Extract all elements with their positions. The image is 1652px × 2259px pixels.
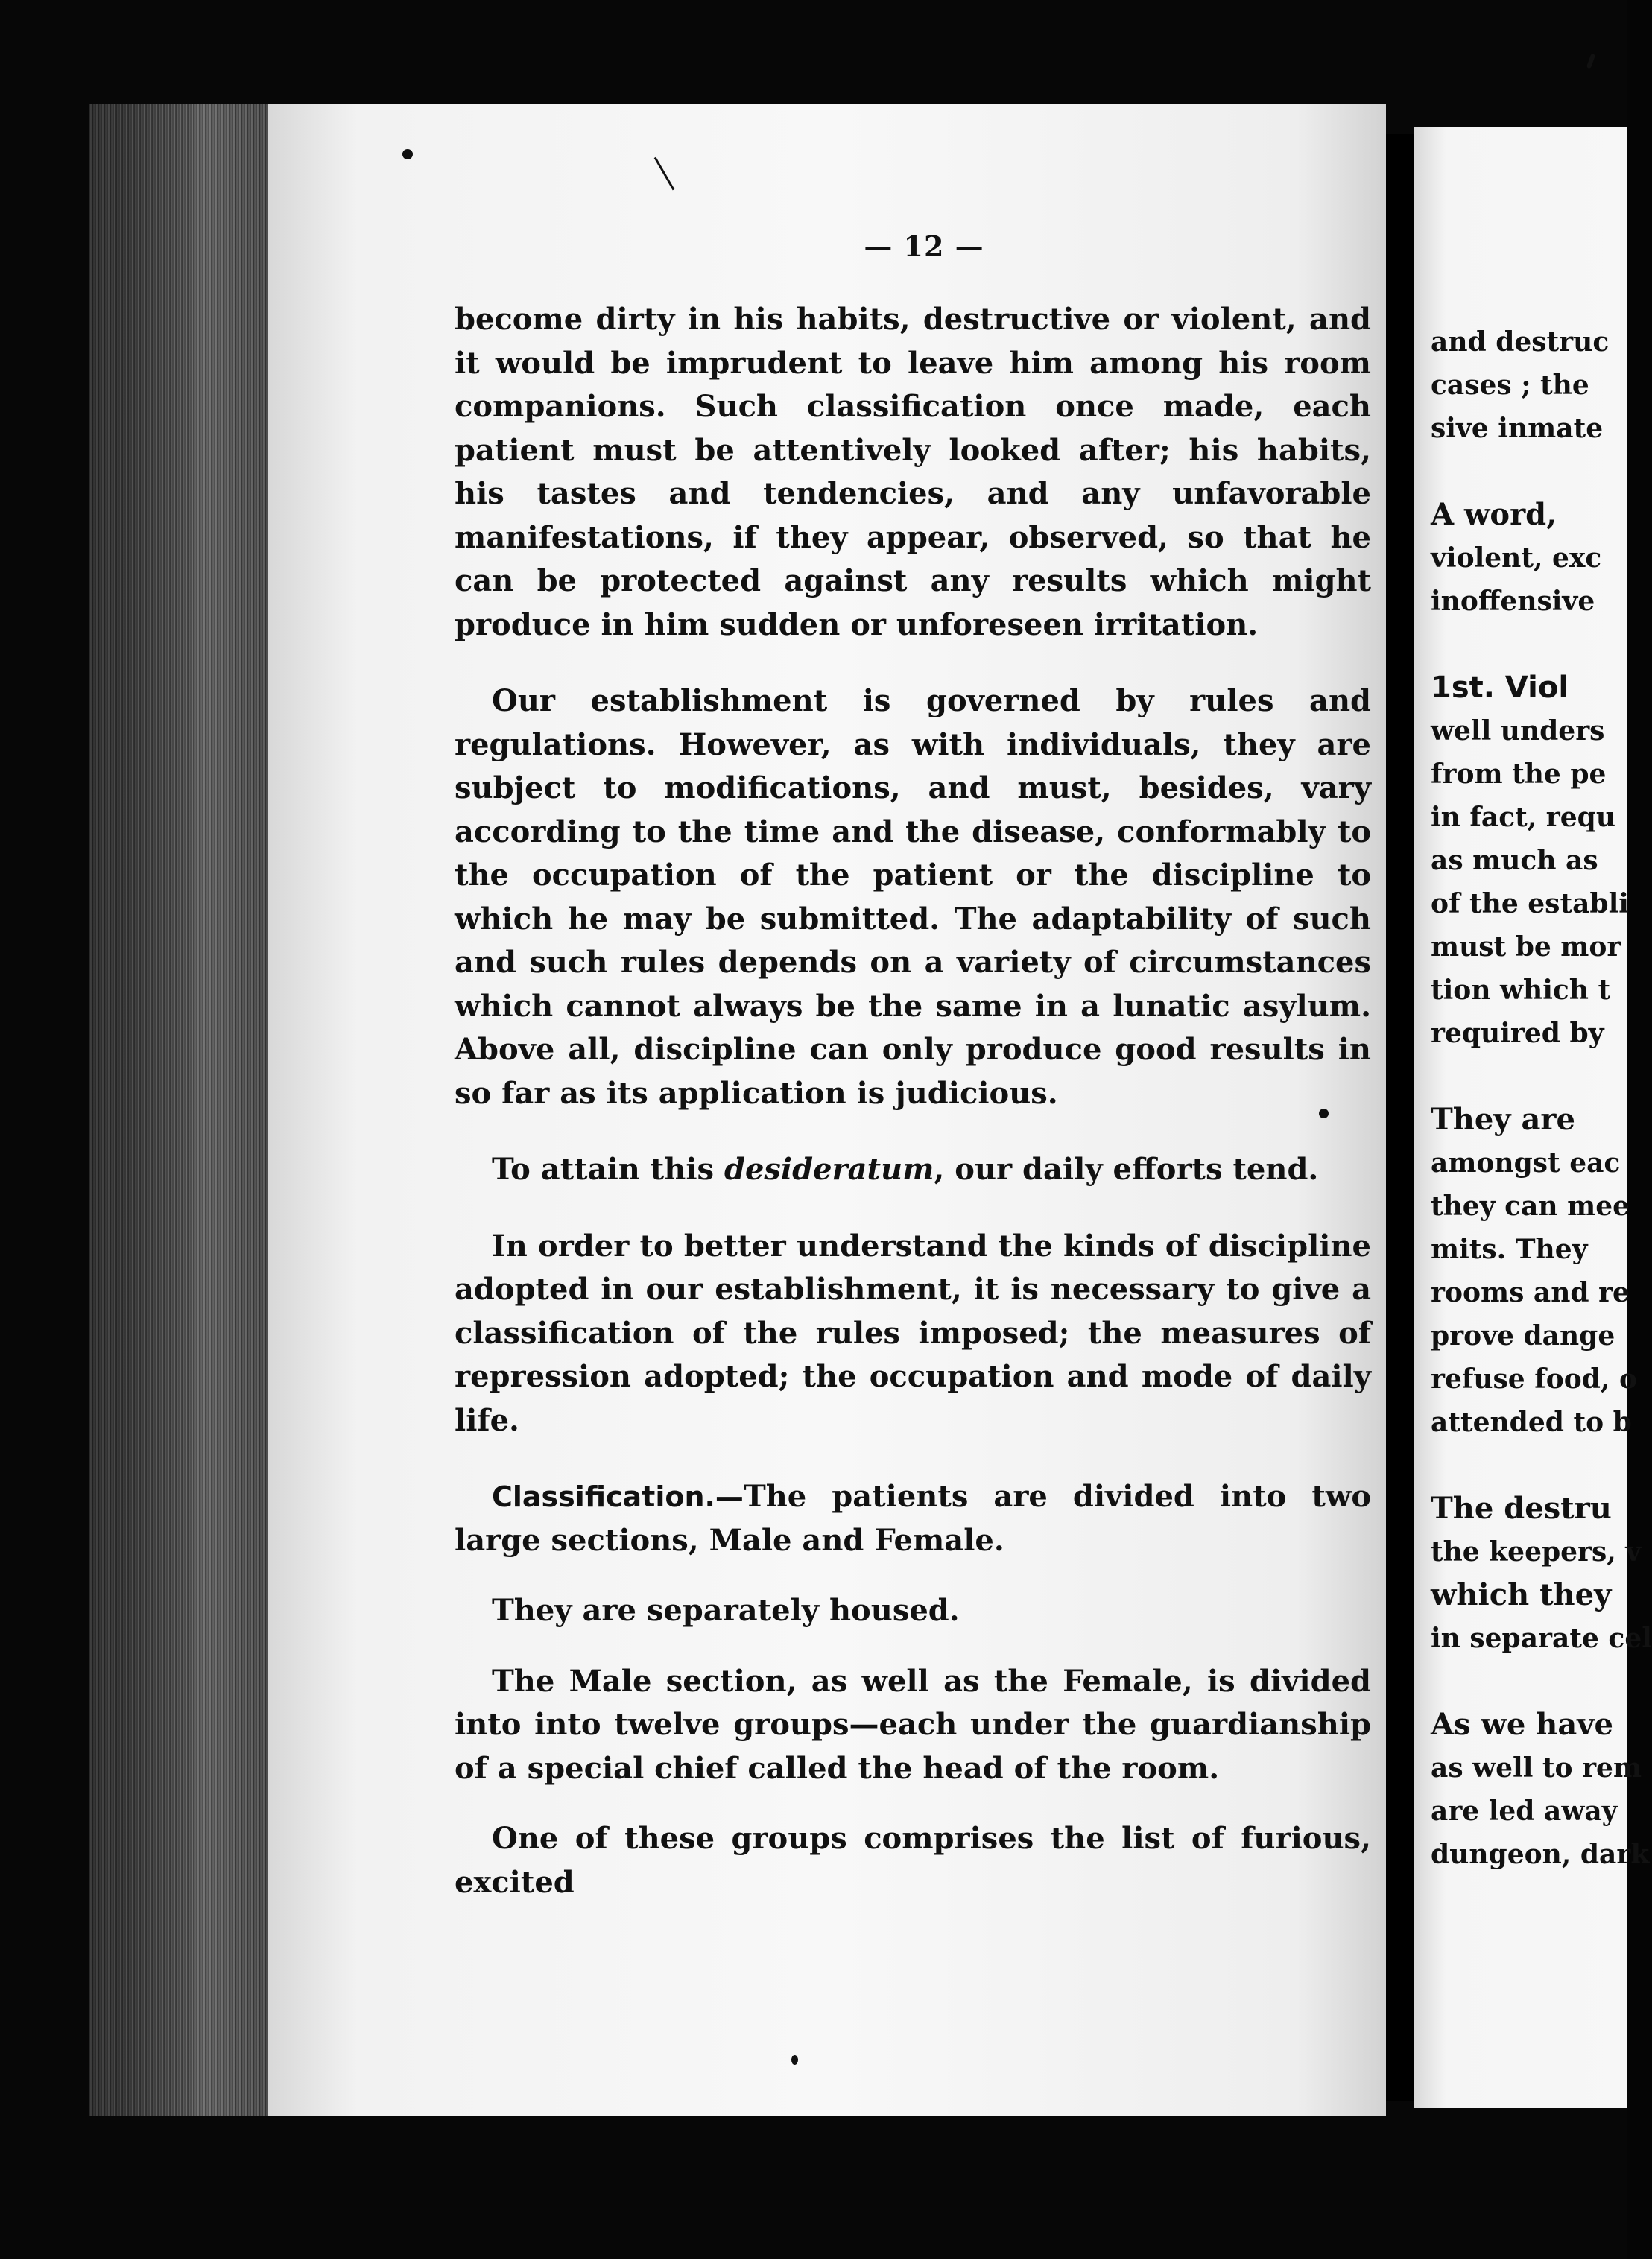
- facing-line: required by: [1431, 1018, 1604, 1049]
- paragraph: [455, 1148, 1371, 1192]
- facing-page: [1414, 127, 1652, 2108]
- facing-line: prove dange: [1431, 1320, 1615, 1352]
- facing-page-text: [1431, 320, 1652, 1876]
- paragraph: They are separately housed.: [492, 1593, 960, 1628]
- scan-speck: [402, 149, 413, 159]
- facing-line: [1431, 1055, 1639, 1098]
- facing-line: [1431, 623, 1639, 666]
- facing-line: [1431, 1444, 1639, 1487]
- facing-line: As we have: [1431, 1707, 1613, 1742]
- paragraph: The Male section, as well as the Female, is divided into into twelve groups—each under the guardianship of a special chief called the head of the room.: [455, 1663, 1371, 1786]
- paragraph: In order to better understand the kinds of discipline adopted in our establishment, it is necessary to give a classification of the rules imposed; the measures of repression adopted; the occupation and mode of daily life.: [455, 1228, 1371, 1438]
- facing-line: from the pe: [1431, 758, 1607, 790]
- facing-line: violent, exc: [1431, 542, 1602, 574]
- facing-line: of the establi: [1431, 888, 1629, 919]
- facing-line: amongst eac: [1431, 1147, 1621, 1179]
- paragraph: One of these groups comprises the list of furious, excited: [455, 1821, 1371, 1900]
- facing-line: dungeon, dark: [1431, 1839, 1650, 1870]
- paragraph-text: , our daily efforts tend.: [934, 1152, 1319, 1187]
- facing-line: [1431, 1660, 1639, 1703]
- facing-line: the keepers, v: [1431, 1536, 1642, 1568]
- page-number: — 12 —: [864, 229, 984, 263]
- facing-line: cases ; the: [1431, 370, 1589, 401]
- paragraph: Our establishment is governed by rules and regulations. However, as with individuals, they are subject to modifications, and must, besides, vary according to the time and the disease, conformably to the occupation of the patient or the discipline to which he may be submitted. The adaptability of such and such rules depends on a variety of circumstances which cannot always be the same in a lunatic asylum. Above all, discipline can only produce good results in so far as its application is judicious.: [455, 683, 1371, 1111]
- page-text: [455, 298, 1371, 1904]
- italic-term: desideratum: [724, 1152, 934, 1187]
- facing-line: mits. They: [1431, 1234, 1588, 1265]
- paragraph-text: To attain this: [492, 1152, 724, 1187]
- book-page-edges: [89, 104, 283, 2116]
- facing-line: The destru: [1431, 1491, 1612, 1526]
- facing-line: and destruc: [1431, 326, 1610, 358]
- facing-line: A word,: [1431, 497, 1557, 532]
- facing-line: as much as: [1431, 845, 1598, 876]
- facing-line: They are: [1431, 1102, 1575, 1137]
- facing-line: inoffensive: [1431, 586, 1595, 617]
- facing-line: in separate cel: [1431, 1623, 1652, 1654]
- facing-line: must be mor: [1431, 931, 1621, 963]
- facing-line: refuse food, o: [1431, 1363, 1637, 1395]
- section-heading: Classification.—: [492, 1480, 744, 1513]
- paragraph: [455, 1475, 1371, 1562]
- facing-line: rooms and re: [1431, 1277, 1630, 1308]
- facing-line: sive inmate: [1431, 413, 1604, 444]
- facing-line: attended to b: [1431, 1407, 1632, 1438]
- facing-line: as well to rem: [1431, 1752, 1642, 1784]
- scan-speck: [1319, 1109, 1329, 1118]
- scan-speck: [791, 2055, 798, 2065]
- facing-line: 1st. Viol: [1431, 671, 1569, 705]
- facing-line: which they: [1431, 1577, 1612, 1612]
- book-gutter: [1386, 134, 1414, 2101]
- paragraph: become dirty in his habits, destructive or violent, and it would be imprudent to leave him among his room companions. Such classification once made, each patient must be attentively looked after; his habits, his tastes and tendencies, and any unfavorable manifestations, if they appear, observed, so that he can be protected against any results which might produce in him sudden or unforeseen irritation.: [455, 302, 1371, 642]
- facing-line: [1431, 450, 1639, 493]
- facing-line: they can mee: [1431, 1191, 1630, 1222]
- facing-line: well unders: [1431, 715, 1605, 747]
- facing-line: tion which t: [1431, 975, 1611, 1006]
- paragraph-text: The patients are divided into two large sections, Male and Female.: [455, 1479, 1371, 1558]
- facing-line: in fact, requ: [1431, 802, 1616, 833]
- facing-line: are led away: [1431, 1796, 1618, 1827]
